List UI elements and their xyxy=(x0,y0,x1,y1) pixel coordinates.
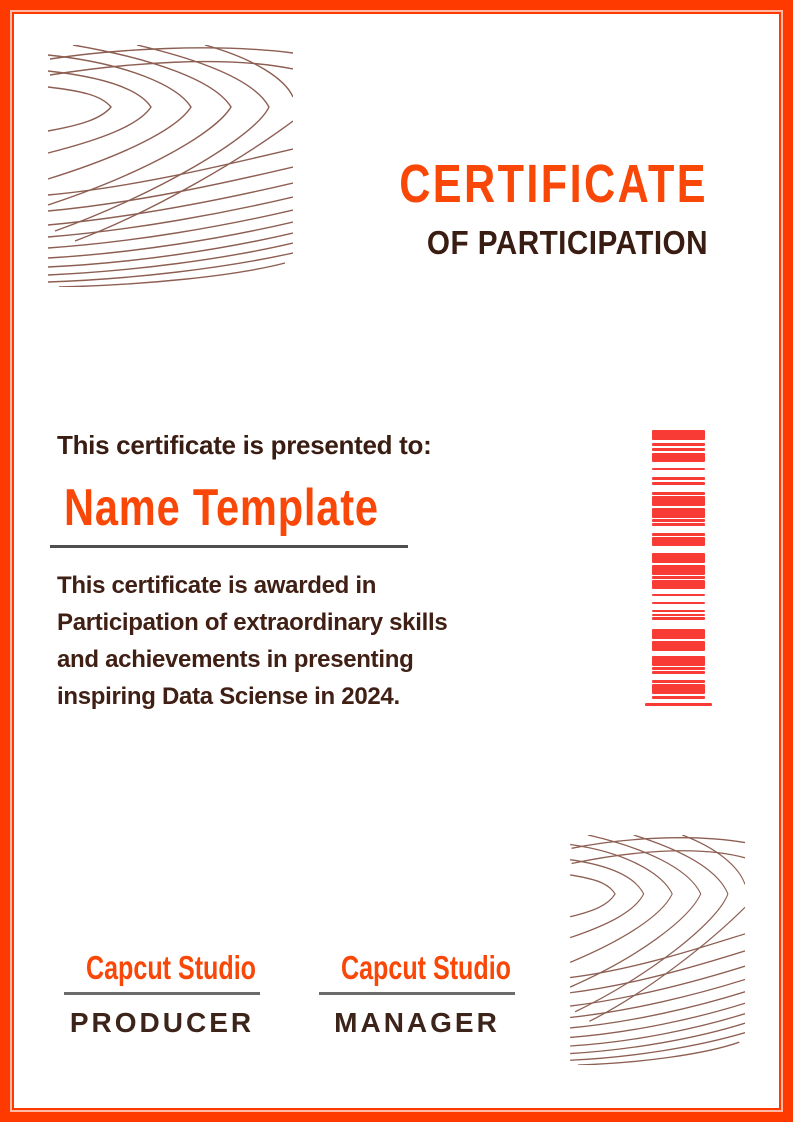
award-body-line: This certificate is awarded in xyxy=(57,572,377,599)
barcode-icon xyxy=(652,430,705,706)
signature-block-manager xyxy=(317,948,517,1039)
award-body-line: Participation of extraordinary skills xyxy=(57,609,448,636)
recipient-name-underline xyxy=(50,545,408,548)
signature-line xyxy=(64,992,260,995)
certificate-subtitle: OF PARTICIPATION xyxy=(426,224,708,261)
signature-line xyxy=(319,992,515,995)
signature-role: MANAGER xyxy=(334,1007,500,1038)
signature-name: Capcut Studio xyxy=(341,949,511,986)
certificate-title: CERTIFICATE xyxy=(399,154,708,214)
contour-pattern-top-left-icon xyxy=(45,45,293,287)
award-body-line: inspiring Data Sciense in 2024. xyxy=(57,683,400,710)
award-body-text xyxy=(57,567,447,715)
award-body-line: and achievements in presenting xyxy=(57,646,414,673)
signature-block-producer xyxy=(62,948,262,1039)
contour-pattern-bottom-right-icon xyxy=(568,835,745,1065)
title-block xyxy=(322,156,708,262)
presented-to-label: This certificate is presented to: xyxy=(57,430,432,460)
signature-role: PRODUCER xyxy=(69,1007,255,1038)
recipient-name: Name Template xyxy=(64,479,379,537)
signature-name: Capcut Studio xyxy=(86,949,256,986)
